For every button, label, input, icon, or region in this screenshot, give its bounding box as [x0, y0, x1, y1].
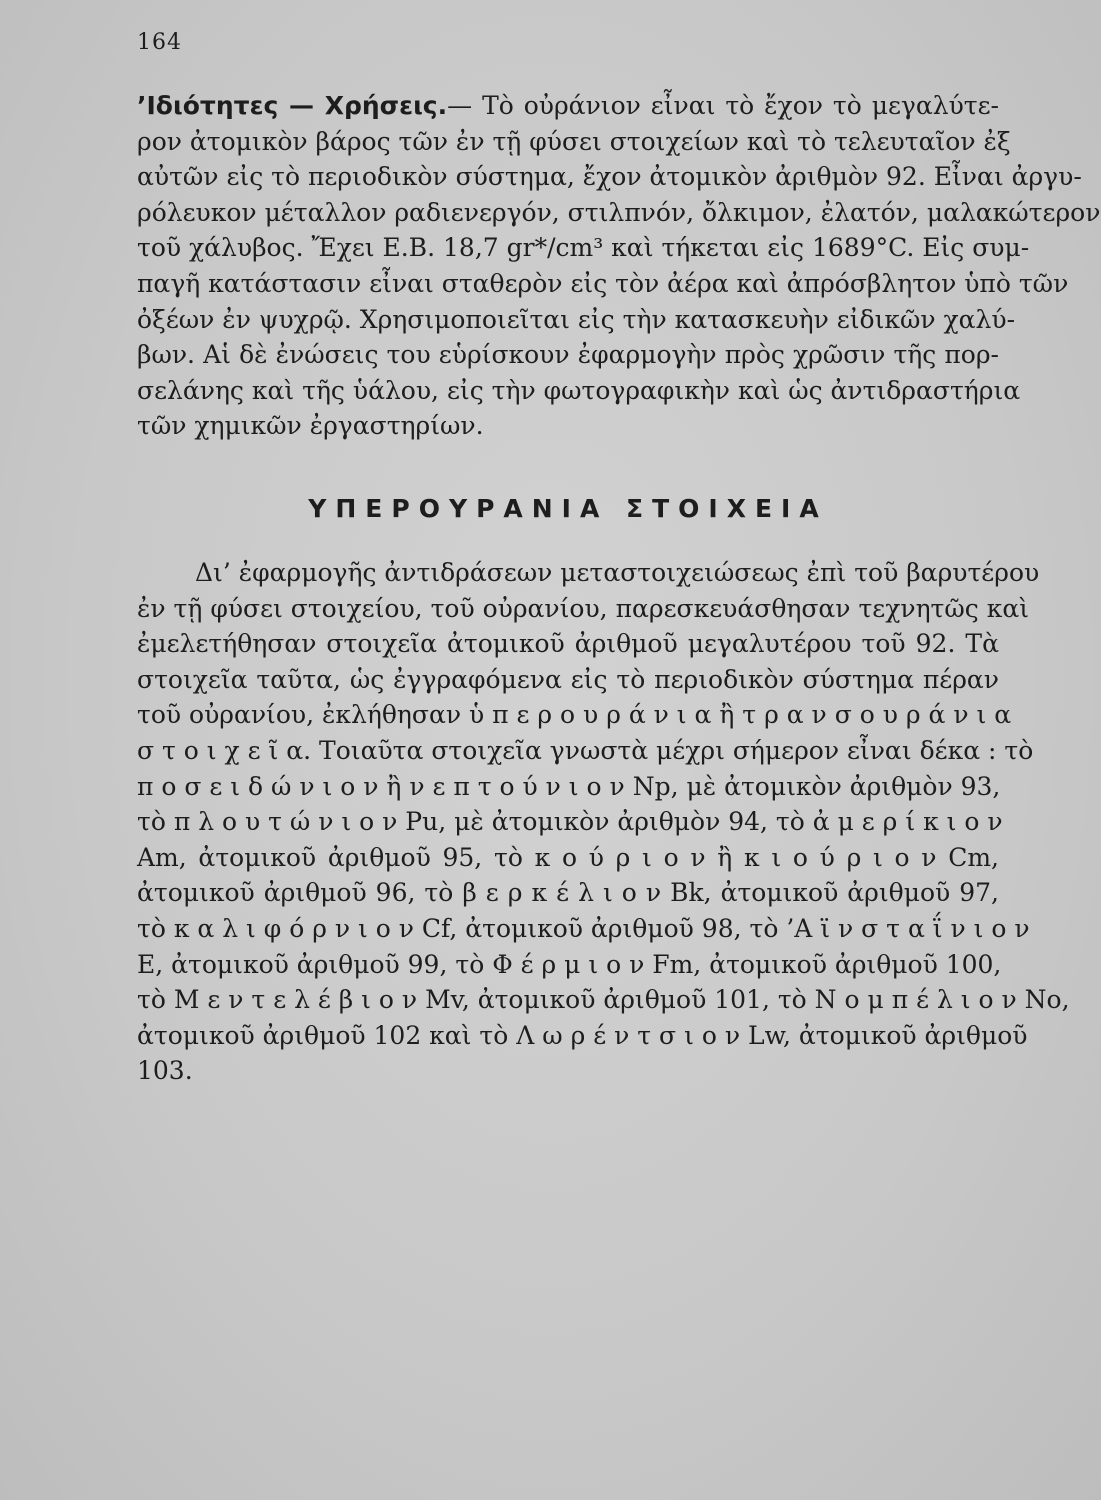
- transuranium-paragraph: [137, 555, 1070, 1089]
- paragraph-line: τῶν χημικῶν ἐργαστηρίων.: [137, 411, 484, 441]
- paragraph-line: 103.: [137, 1056, 193, 1086]
- paragraph-line: ὀξέων ἐν ψυχρῷ. Χρησιμοποιεῖται εἰς τὴν κατασκευὴν εἰδικῶν χαλύ-: [137, 304, 1016, 334]
- paragraph-line: σ τ ο ι χ ε ῖ α. Τοιαῦτα στοιχεῖα γνωστὰ μέχρι σήμερον εἶναι δέκα : τὸ: [137, 735, 1034, 765]
- paragraph-line: αὐτῶν εἰς τὸ περιοδικὸν σύστημα, ἔχον ἀτομικὸν ἀριθμὸν 92. Εἶναι ἀργυ-: [137, 162, 1082, 192]
- section-title: ΥΠΕΡΟΥΡΑΝΙΑ ΣΤΟΙΧΕΙΑ: [308, 494, 828, 523]
- paragraph-line: ρόλευκον μέταλλον ραδιενεργόν, στιλπνόν, ὄλκιμον, ἐλατόν, μαλακώτερον: [137, 197, 1101, 227]
- paragraph-heading: ’Ιδιότητες — Χρήσεις.: [137, 91, 448, 120]
- paragraph-line: τὸ Μ ε ν τ ε λ έ β ι ο ν Mv, ἀτομικοῦ ἀριθμοῦ 101, τὸ Ν ο μ π έ λ ι ο ν No,: [137, 985, 1070, 1015]
- paragraph-line: τὸ π λ ο υ τ ώ ν ι ο ν Pu, μὲ ἀτομικὸν ἀριθμὸν 94, τὸ ἀ μ ε ρ ί κ ι ο ν: [137, 807, 1003, 837]
- paragraph-line: Δι’ ἐφαρμογῆς ἀντιδράσεων μεταστοιχειώσεως ἐπὶ τοῦ βαρυτέρου: [195, 558, 1040, 587]
- paragraph-line: τοῦ οὐρανίου, ἐκλήθησαν ὑ π ε ρ ο υ ρ ά ν ι α ἢ τ ρ α ν σ ο υ ρ ά ν ι α: [137, 700, 1012, 730]
- paragraph-line: τοῦ χάλυβος. Ἔχει Ε.Β. 18,7 gr*/cm³ καὶ τήκεται εἰς 1689°C. Εἰς συμ-: [137, 233, 1030, 263]
- paragraph-line: Ε, ἀτομικοῦ ἀριθμοῦ 99, τὸ Φ έ ρ μ ι ο ν Fm, ἀτομικοῦ ἀριθμοῦ 100,: [137, 949, 1002, 979]
- paragraph-line: ρον ἀτομικὸν βάρος τῶν ἐν τῇ φύσει στοιχείων καὶ τὸ τελευταῖον ἐξ: [137, 126, 1011, 156]
- properties-uses-paragraph: [137, 88, 1101, 444]
- paragraph-line: ἀτομικοῦ ἀριθμοῦ 102 καὶ τὸ Λ ω ρ έ ν τ σ ι ο ν Lw, ἀτομικοῦ ἀριθμοῦ: [137, 1020, 1028, 1050]
- paragraph-line: στοιχεῖα ταῦτα, ὡς ἐγγραφόμενα εἰς τὸ περιοδικὸν σύστημα πέραν: [137, 664, 999, 694]
- paragraph-line: βων. Αἱ δὲ ἐνώσεις του εὑρίσκουν ἐφαρμογὴν πρὸς χρῶσιν τῆς πορ-: [137, 340, 999, 370]
- paragraph-line: π ο σ ε ι δ ώ ν ι ο ν ἢ ν ε π τ ο ύ ν ι ο ν Np, μὲ ἀτομικὸν ἀριθμὸν 93,: [137, 771, 1001, 801]
- paragraph-line: ἀτομικοῦ ἀριθμοῦ 96, τὸ β ε ρ κ έ λ ι ο ν Bk, ἀτομικοῦ ἀριθμοῦ 97,: [137, 878, 999, 908]
- paragraph-line: Am, ἀτομικοῦ ἀριθμοῦ 95, τὸ κ ο ύ ρ ι ο ν ἢ κ ι ο ύ ρ ι ο ν Cm,: [137, 842, 999, 872]
- paragraph-line: σελάνης καὶ τῆς ὑάλου, εἰς τὴν φωτογραφικὴν καὶ ὡς ἀντιδραστήρια: [137, 375, 1021, 405]
- paragraph-line: παγῆ κατάστασιν εἶναι σταθερὸν εἰς τὸν ἀέρα καὶ ἀπρόσβλητον ὑπὸ τῶν: [137, 268, 1069, 298]
- paragraph-line: ἐμελετήθησαν στοιχεῖα ἀτομικοῦ ἀριθμοῦ μεγαλυτέρου τοῦ 92. Τὰ: [137, 629, 999, 659]
- paragraph-line: ἐν τῇ φύσει στοιχείου, τοῦ οὐρανίου, παρεσκευάσθησαν τεχνητῶς καὶ: [137, 593, 1030, 623]
- page-number: 164: [137, 30, 182, 55]
- paragraph-line: [137, 88, 999, 124]
- paragraph-line: τὸ κ α λ ι φ ό ρ ν ι ο ν Cf, ἀτομικοῦ ἀριθμοῦ 98, τὸ ’Α ϊ ν σ τ α ΐ ν ι ο ν: [137, 913, 1030, 943]
- paragraph-line-text: — Τὸ οὐράνιον εἶναι τὸ ἔχον τὸ μεγαλύτε-: [447, 91, 999, 120]
